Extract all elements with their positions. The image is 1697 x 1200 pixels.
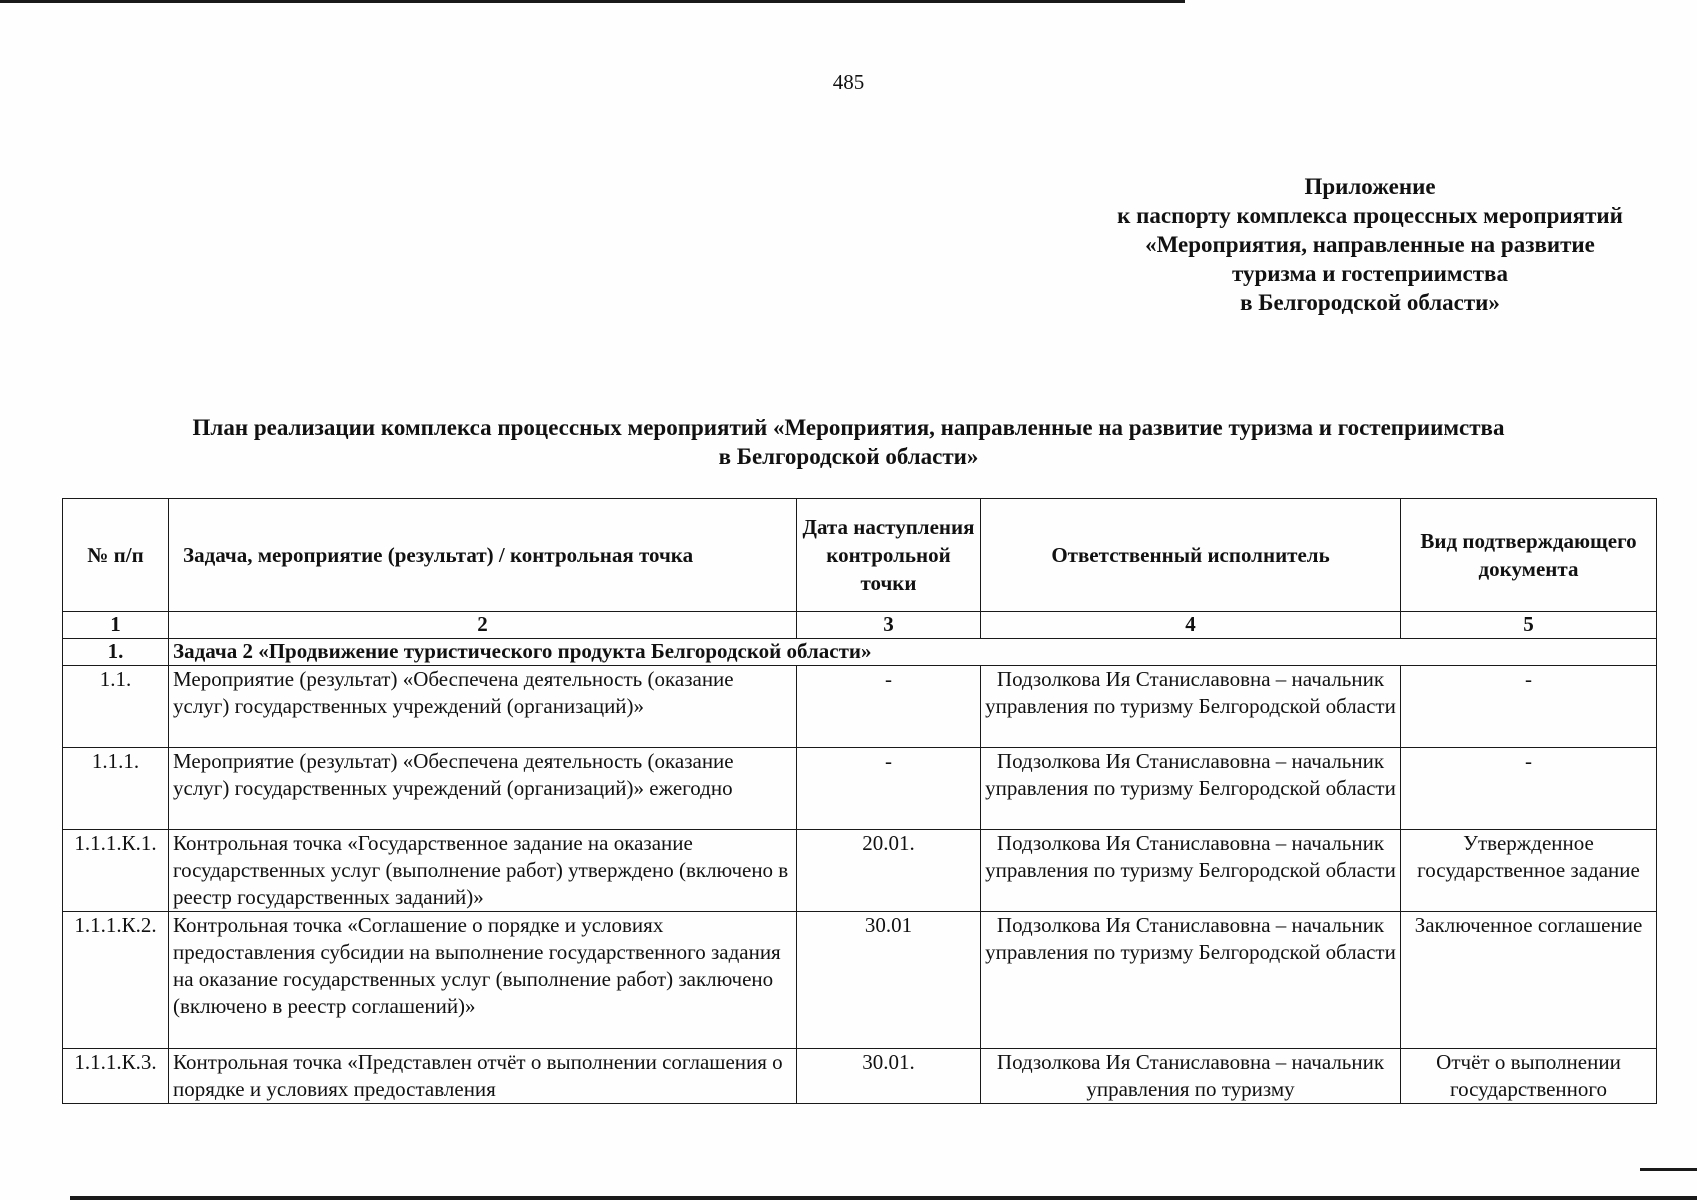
row-name: Мероприятие (результат) «Обеспечена деятельность (оказание услуг) государственных учреждений (организаций)» xyxy=(169,666,797,748)
row-responsible: Подзолкова Ия Станиславовна – начальник управления по туризму Белгородской области xyxy=(981,666,1401,748)
header-date: Дата наступления контрольной точки xyxy=(797,499,981,612)
table-row xyxy=(63,666,1657,748)
column-number: 1 xyxy=(63,612,169,639)
header-number: № п/п xyxy=(63,499,169,612)
plan-title-line-2: в Белгородской области» xyxy=(718,444,979,469)
appendix-block xyxy=(1040,172,1697,317)
plan-table xyxy=(62,498,1657,1104)
table-row xyxy=(63,830,1657,912)
row-number: 1.1.1.К.3. xyxy=(63,1049,169,1104)
scan-edge-bottom-right xyxy=(1640,1168,1697,1171)
table-row xyxy=(63,1049,1657,1104)
scan-edge-top xyxy=(0,0,1185,3)
row-number: 1.1.1. xyxy=(63,748,169,830)
column-number: 5 xyxy=(1401,612,1657,639)
row-responsible: Подзолкова Ия Станиславовна – начальник управления по туризму Белгородской области xyxy=(981,830,1401,912)
row-number: 1.1.1.К.1. xyxy=(63,830,169,912)
appendix-line: Приложение xyxy=(1304,174,1436,199)
row-document: Заключенное соглашение xyxy=(1401,912,1657,1049)
appendix-line: в Белгородской области» xyxy=(1240,290,1500,315)
appendix-line: «Мероприятия, направленные на развитие xyxy=(1145,232,1595,257)
column-number: 4 xyxy=(981,612,1401,639)
task-row xyxy=(63,639,1657,666)
row-date: 30.01 xyxy=(797,912,981,1049)
task-number: 1. xyxy=(63,639,169,666)
appendix-line: к паспорту комплекса процессных мероприятий xyxy=(1117,203,1623,228)
row-date: - xyxy=(797,666,981,748)
row-responsible: Подзолкова Ия Станиславовна – начальник управления по туризму Белгородской области xyxy=(981,912,1401,1049)
header-responsible: Ответственный исполнитель xyxy=(981,499,1401,612)
row-document: Утвержденное государственное задание xyxy=(1401,830,1657,912)
column-number: 2 xyxy=(169,612,797,639)
row-document: - xyxy=(1401,666,1657,748)
row-document: - xyxy=(1401,748,1657,830)
row-date: 20.01. xyxy=(797,830,981,912)
column-number-row xyxy=(63,612,1657,639)
row-name: Мероприятие (результат) «Обеспечена деятельность (оказание услуг) государственных учреждений (организаций)» ежегодно xyxy=(169,748,797,830)
row-name: Контрольная точка «Государственное задание на оказание государственных услуг (выполнение работ) утверждено (включено в реестр государственных заданий)» xyxy=(169,830,797,912)
column-number: 3 xyxy=(797,612,981,639)
row-name: Контрольная точка «Соглашение о порядке и условиях предоставления субсидии на выполнение государственного задания на оказание государственных услуг (выполнение работ) заключено (включено в реестр соглашений)» xyxy=(169,912,797,1049)
table-row xyxy=(63,912,1657,1049)
row-date: 30.01. xyxy=(797,1049,981,1104)
table-header-row xyxy=(63,499,1657,612)
row-name: Контрольная точка «Представлен отчёт о выполнении соглашения о порядке и условиях предоставления xyxy=(169,1049,797,1104)
scan-edge-bottom xyxy=(70,1196,1697,1200)
row-responsible: Подзолкова Ия Станиславовна – начальник управления по туризму xyxy=(981,1049,1401,1104)
appendix-line: туризма и гостеприимства xyxy=(1232,261,1508,286)
header-task: Задача, мероприятие (результат) / контрольная точка xyxy=(169,499,797,612)
row-responsible: Подзолкова Ия Станиславовна – начальник управления по туризму Белгородской области xyxy=(981,748,1401,830)
row-number: 1.1.1.К.2. xyxy=(63,912,169,1049)
row-date: - xyxy=(797,748,981,830)
header-document: Вид подтверждающего документа xyxy=(1401,499,1657,612)
page-number: 485 xyxy=(832,70,865,94)
row-document: Отчёт о выполнении государственного xyxy=(1401,1049,1657,1104)
row-number: 1.1. xyxy=(63,666,169,748)
plan-title xyxy=(60,413,1637,471)
table-row xyxy=(63,748,1657,830)
plan-title-line-1: План реализации комплекса процессных мероприятий «Мероприятия, направленные на развитие туризма и гостеприимства xyxy=(192,415,1505,440)
task-title: Задача 2 «Продвижение туристического продукта Белгородской области» xyxy=(169,639,1657,666)
